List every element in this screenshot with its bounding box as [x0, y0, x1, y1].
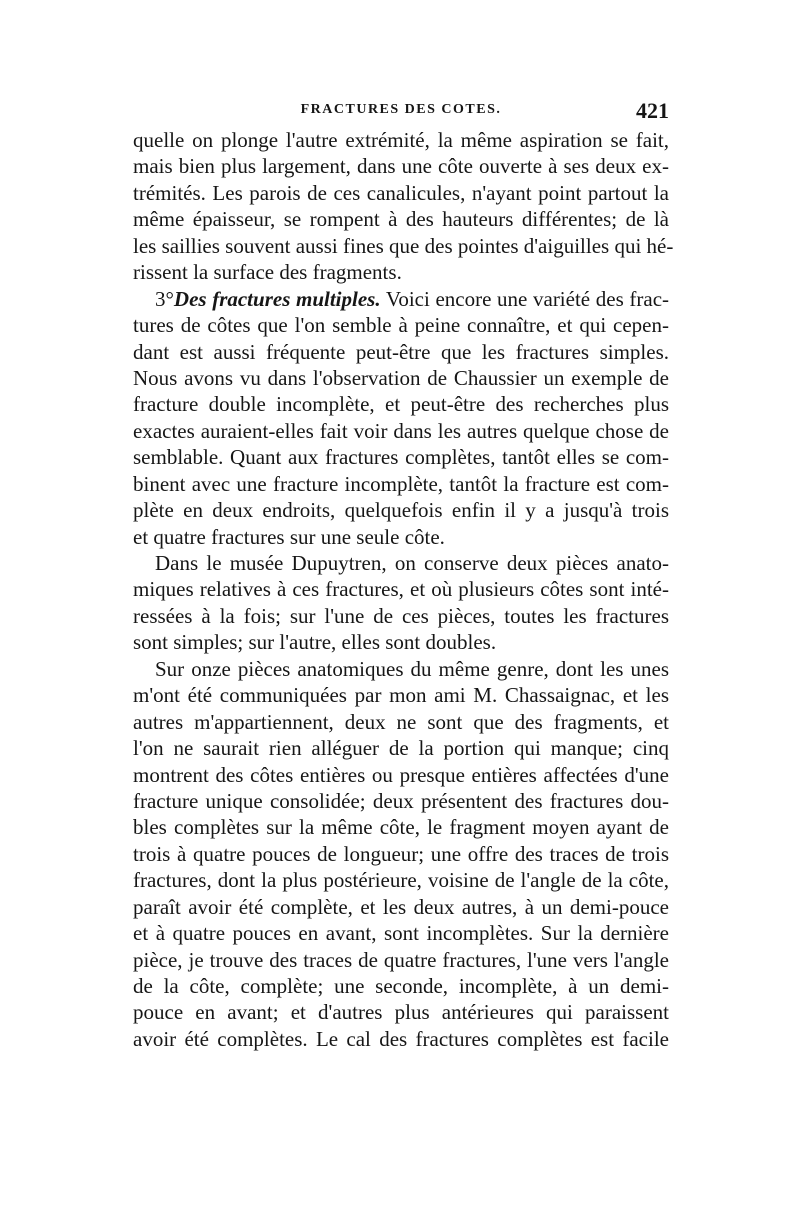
text-line: Nous avons vu dans l'observation de Chaussier un exemple de [133, 365, 669, 390]
body-text [133, 127, 674, 1052]
text-line: mais bien plus largement, dans une côte ouverte à ses deux ex- [133, 154, 669, 179]
text-line: trois à quatre pouces de longueur; une offre des traces de trois [133, 841, 669, 866]
text-line: montrent des côtes entières ou presque entières affectées d'une [133, 762, 669, 787]
text-line: de la côte, complète; une seconde, incomplète, à un demi- [133, 974, 669, 998]
text-line: même épaisseur, se rompent à des hauteurs différentes; de là [133, 207, 669, 232]
section-title: Des fractures multiples. [173, 286, 381, 311]
text-line: binent avec une fracture incomplète, tantôt la fracture est com- [133, 471, 669, 496]
text-line: plète en deux endroits, quelquefois enfin il y a jusqu'à trois [133, 498, 669, 523]
text-line: fracture double incomplète, et peut-être des recherches plus [133, 392, 669, 417]
text-line: pouce en avant; et d'autres plus antérieures qui paraissent [133, 1000, 669, 1025]
text-line: et à quatre pouces en avant, sont incomplètes. Sur la dernière [133, 921, 669, 946]
text-line: l'on ne saurait rien alléguer de la portion qui manque; cinq [133, 736, 669, 761]
text-line: et quatre fractures sur une seule côte. [133, 524, 445, 549]
text-line: bles complètes sur la même côte, le fragment moyen ayant de [133, 815, 669, 840]
text-line: rissent la surface des fragments. [133, 260, 402, 285]
section-number: 3° [155, 286, 174, 311]
section-heading-line [133, 286, 669, 312]
text-line: Sur onze pièces anatomiques du même genre, dont les unes [155, 656, 669, 681]
text-line: m'ont été communiquées par mon ami M. Chassaignac, et les [133, 683, 669, 708]
text-line: sont simples; sur l'autre, elles sont doubles. [133, 630, 497, 655]
running-header [133, 98, 669, 122]
text-line: exactes auraient-elles fait voir dans les autres quelque chose de [133, 418, 669, 443]
running-title: FRACTURES DES COTES. [300, 102, 502, 117]
text-line: tures de côtes que l'on semble à peine connaître, et qui cepen- [133, 313, 669, 338]
text-line: semblable. Quant aux fractures complètes, tantôt elles se com- [133, 445, 669, 470]
text-line: dant est aussi fréquente peut-être que les fractures simples. [133, 339, 669, 364]
text-line: paraît avoir été complète, et les deux autres, à un demi-pouce [133, 894, 669, 919]
text-line: fracture unique consolidée; deux présentent des fractures dou- [133, 788, 669, 813]
page-number: 421 [636, 98, 669, 123]
text-line: avoir été complètes. Le cal des fractures complètes est facile [133, 1026, 669, 1051]
text-line: miques relatives à ces fractures, et où plusieurs côtes sont inté- [133, 577, 669, 602]
section-text: Voici encore une variété des frac- [380, 286, 670, 311]
text-line: Dans le musée Dupuytren, on conserve deux pièces anato- [155, 551, 669, 575]
text-line: les saillies souvent aussi fines que des pointes d'aiguilles qui hé- [133, 233, 674, 258]
text-line: autres m'appartiennent, deux ne sont que des fragments, et [133, 709, 669, 734]
text-line: fractures, dont la plus postérieure, voisine de l'angle de la côte, [133, 868, 669, 893]
text-line: quelle on plonge l'autre extrémité, la même aspiration se fait, [133, 128, 669, 152]
text-line: ressées à la fois; sur l'une de ces pièces, toutes les fractures [133, 603, 669, 628]
text-line: pièce, je trouve des traces de quatre fractures, l'une vers l'angle [133, 947, 669, 972]
text-line: trémités. Les parois de ces canalicules, n'ayant point partout la [133, 180, 669, 205]
